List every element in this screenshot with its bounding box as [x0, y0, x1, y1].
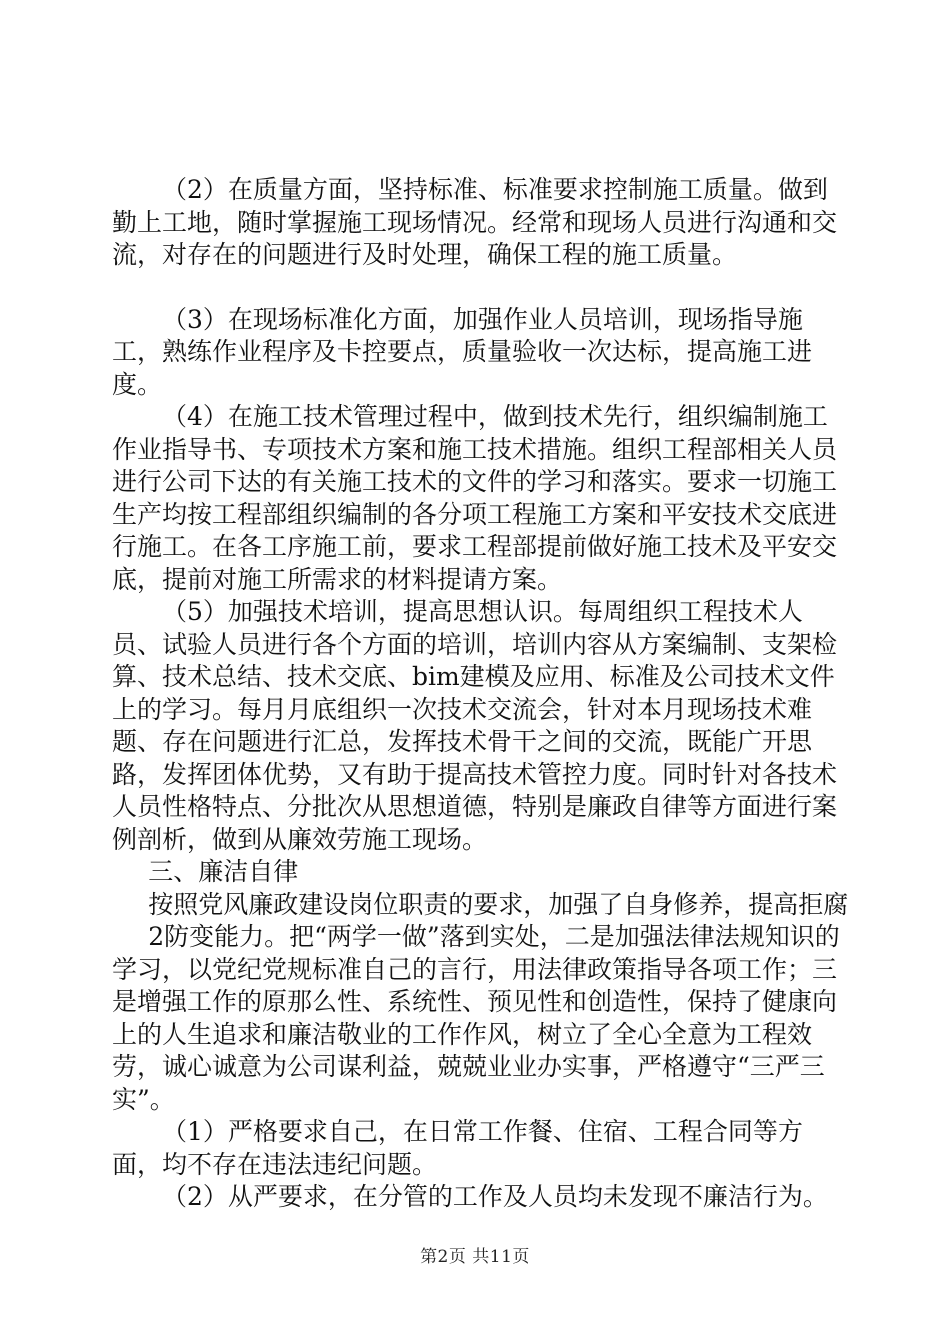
paragraph-integrity-point-1: （1）严格要求自己，在日常工作餐、住宿、工程合同等方面，均不存在违法违纪问题。: [112, 1117, 803, 1179]
page-number-footer: 第2页 共11页: [420, 1247, 530, 1267]
paragraph-integrity-intro: 按照党风廉政建设岗位职责的要求，加强了自身修养，提高拒腐: [148, 889, 849, 919]
paragraph-quality: （2）在质量方面，坚持标准、标准要求控制施工质量。做到勤上工地，随时掌握施工现场情况。经常和现场人员进行沟通和交流，对存在的问题进行及时处理，确保工程的施工质量。: [112, 175, 838, 269]
section-heading-integrity: 三、廉洁自律: [148, 857, 299, 886]
paragraph-integrity-point-2: （2）从严要求，在分管的工作及人员均未发现不廉洁行为。: [162, 1182, 828, 1211]
paragraph-standardization: （3）在现场标准化方面，加强作业人员培训，现场指导施工，熟练作业程序及卡控要点，质量验收一次达标，提高施工进度。: [112, 304, 813, 399]
paragraph-technical-training: （5）加强技术培训，提高思想认识。每周组织工程技术人员、试验人员进行各个方面的培训，培训内容从方案编制、支架检算、技术总结、技术交底、bim建模及应用、标准及公司技术文件上的学习。每月月底组织一次技术交流会，针对本月现场技术难题、存在问题进行汇总，发挥技术骨干之间的交流，既能广开思路，发挥团体优势，又有助于提高技术管控力度。同时针对各技术人员性格特点、分批次从思想道德，特别是廉政自律等方面进行案例剖析，做到从廉效劳施工现场。: [112, 597, 838, 854]
paragraph-integrity-details: 2防变能力。把“两学一做”落到实处，二是加强法律法规知识的学习，以党纪党规标准自己的言行，用法律政策指导各项工作；三是增强工作的原那么性、系统性、预见性和创造性，保持了健康向上的人生追求和廉洁敬业的工作作风，树立了全心全意为工程效劳，诚心诚意为公司谋利益，兢兢业业办实事，严格遵守“三严三实”。: [112, 922, 840, 1114]
document-body: [112, 174, 852, 1214]
paragraph-technical-management: （4）在施工技术管理过程中，做到技术先行，组织编制施工作业指导书、专项技术方案和施工技术措施。组织工程部相关人员进行公司下达的有关施工技术的文件的学习和落实。要求一切施工生产均按工程部组织编制的各分项工程施工方案和平安技术交底进行施工。在各工序施工前，要求工程部提前做好施工技术及平安交底，提前对施工所需求的材料提请方案。: [112, 402, 838, 594]
